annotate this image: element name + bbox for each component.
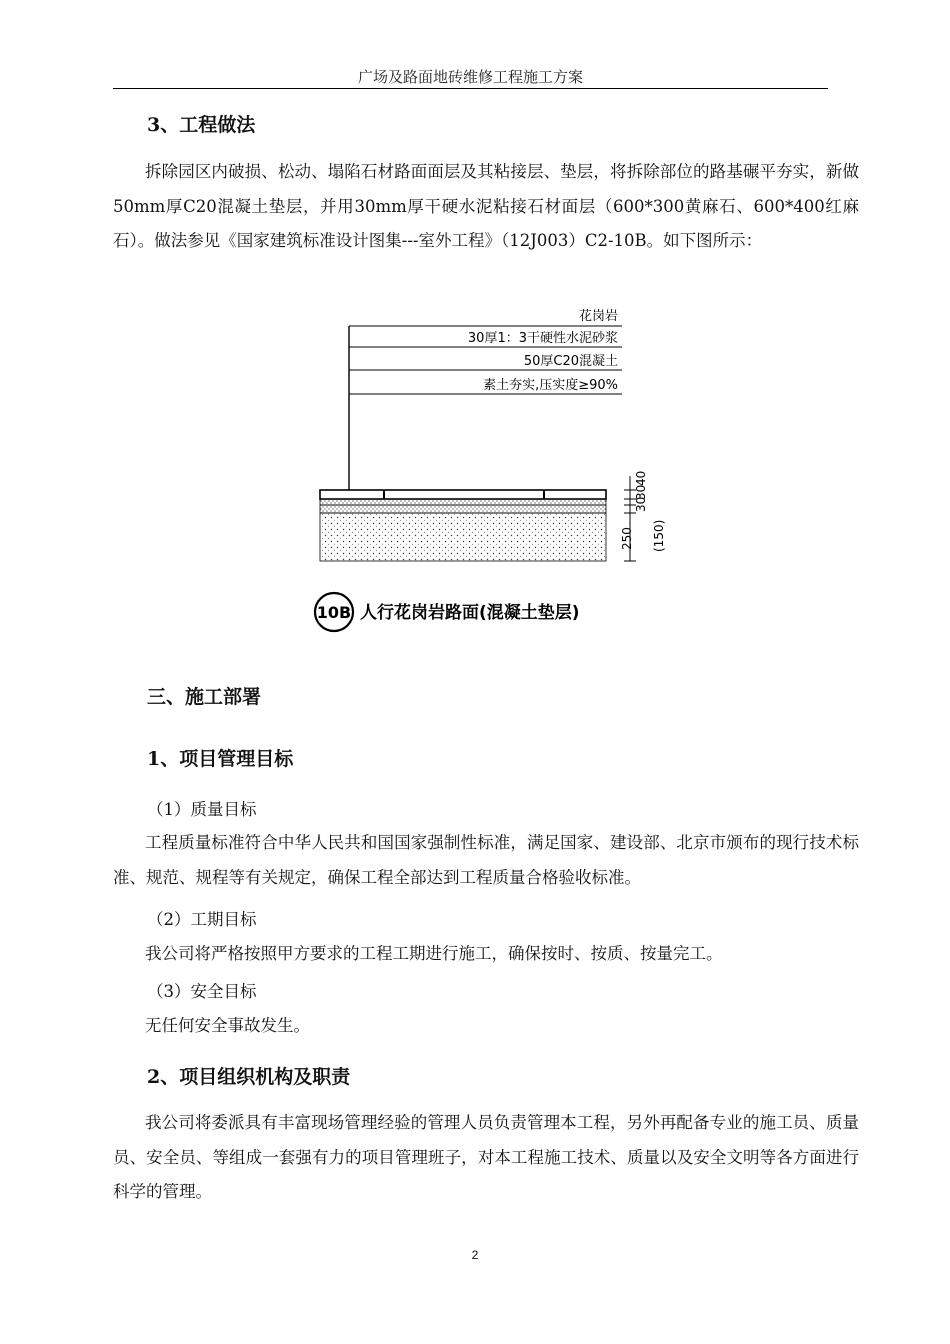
figure-caption: 人行花岗岩路面(混凝土垫层) <box>360 603 580 623</box>
section-3-paragraph: 拆除园区内破损、松动、塌陷石材路面面层及其粘接层、垫层，将拆除部位的路基碾平夯实，新做50mm厚C20混凝土垫层，并用30mm厚干硬水泥粘接石材面层（600*300黄麻石、600*400红麻石）。做法参见《国家建筑标准设计图集---室外工程》（12J003）C2-10B。如下图所示： <box>113 162 859 250</box>
section-three-heading: 三、施工部署 <box>147 686 262 708</box>
schedule-target-label: （2）工期目标 <box>147 910 257 929</box>
layer-label-mortar: 30厚1：3干硬性水泥砂浆 <box>467 331 618 346</box>
section-1-heading: 1、项目管理目标 <box>147 748 294 770</box>
safety-target-label: （3）安全目标 <box>147 982 257 1001</box>
layer-label-granite: 花岗岩 <box>578 309 618 324</box>
section-3-heading: 3、工程做法 <box>147 114 256 136</box>
dimension-30-a: 30 <box>634 484 648 500</box>
section-2-paragraph: 我公司将委派具有丰富现场管理经验的管理人员负责管理本工程，另外再配备专业的施工员、质量员、安全员、等组成一套强有力的项目管理班子，对本工程施工技术、质量以及安全文明等各方面进行科学的管理。 <box>113 1113 859 1201</box>
quality-target-label: （1）质量目标 <box>147 800 257 819</box>
dimension-30-b: 30 <box>634 496 648 512</box>
dimension-150: (150) <box>652 519 666 552</box>
header-rule <box>113 88 828 89</box>
layer-label-soil: 素土夯实,压实度≥90% <box>483 378 618 393</box>
page-header-title: 广场及路面地砖维修工程施工方案 <box>357 68 583 86</box>
soil-layer <box>320 513 606 561</box>
granite-layer <box>320 490 606 499</box>
pavement-section-figure <box>300 300 700 640</box>
dimension-250: 250 <box>620 527 634 550</box>
pavement-section-diagram <box>300 300 700 640</box>
safety-target-text: 无任何安全事故发生。 <box>145 1016 310 1035</box>
section-2-heading: 2、项目组织机构及职责 <box>147 1066 351 1088</box>
quality-target-text: 工程质量标准符合中华人民共和国国家强制性标准，满足国家、建设部、北京市颁布的现行技术标准、规范、规程等有关规定，确保工程全部达到工程质量合格验收标准。 <box>113 833 859 887</box>
mortar-layer <box>320 499 606 505</box>
layer-label-concrete: 50厚C20混凝土 <box>523 354 618 369</box>
dimension-40: 40 <box>634 470 648 486</box>
figure-badge-text: 10B <box>316 603 352 622</box>
page-number: 2 <box>471 1248 479 1262</box>
schedule-target-text: 我公司将严格按照甲方要求的工程工期进行施工，确保按时、按质、按量完工。 <box>145 944 723 963</box>
concrete-layer <box>320 505 606 513</box>
